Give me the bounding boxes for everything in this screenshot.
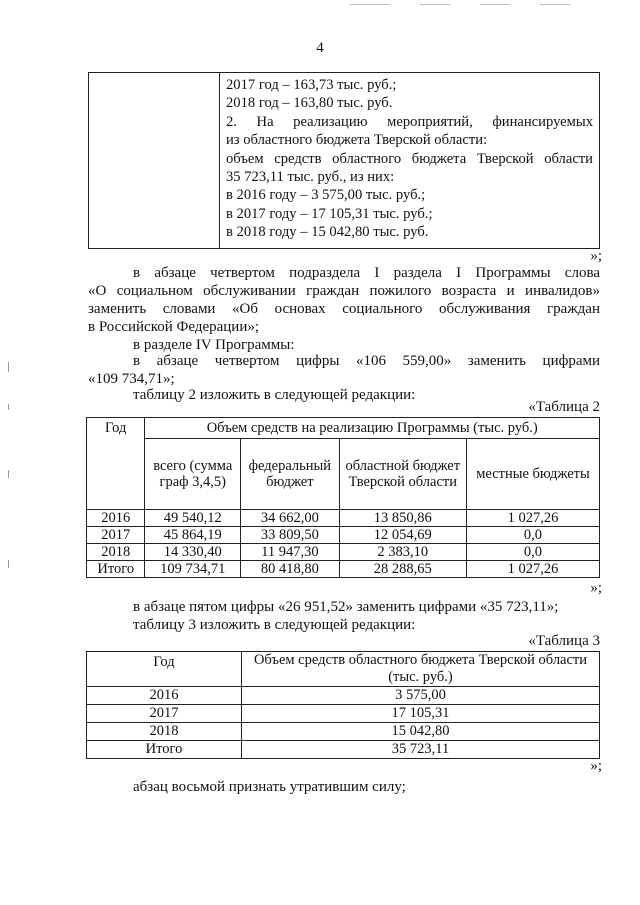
paragraph: в разделе IV Программы: xyxy=(133,337,295,353)
cell-regional: 28 288,65 xyxy=(339,561,466,578)
cell-amount: 3 575,00 xyxy=(242,687,600,705)
cell-federal: 80 418,80 xyxy=(241,561,340,578)
cell-federal: 34 662,00 xyxy=(241,510,340,527)
text-line: в 2018 году – 15 042,80 тыс. руб. xyxy=(226,224,429,241)
scan-artifact-line xyxy=(350,4,390,5)
table-row xyxy=(87,687,600,705)
scan-artifact-mark xyxy=(8,362,9,372)
header-total: всего (сумма граф 3,4,5) xyxy=(145,439,241,510)
scan-artifact-mark xyxy=(8,560,9,568)
text-line: 2017 год – 163,73 тыс. руб.; xyxy=(226,77,397,93)
header-year: Год xyxy=(87,418,145,510)
text-line: 35 723,11 тыс. руб., из них: xyxy=(226,169,395,186)
cell-regional: 13 850,86 xyxy=(339,510,466,527)
cell-year: 2018 xyxy=(87,544,145,561)
table3-label: «Таблица 3 xyxy=(528,633,600,649)
continuation-table xyxy=(88,72,600,249)
cell-federal: 11 947,30 xyxy=(241,544,340,561)
text-line: 2018 год – 163,80 тыс. руб. xyxy=(226,95,393,112)
text-line: в 2017 году – 17 105,31 тыс. руб.; xyxy=(226,205,433,222)
header-year: Год xyxy=(87,652,242,687)
header-federal: федеральный бюджет xyxy=(241,439,340,510)
text-line: из областного бюджета Тверской области: xyxy=(226,132,488,149)
header-group: Объем средств на реализацию Программы (тыс. руб.) xyxy=(145,418,600,439)
cell-regional: 2 383,10 xyxy=(339,544,466,561)
cell-total: 49 540,12 xyxy=(145,510,241,527)
cell-year: 2017 xyxy=(87,527,145,544)
cell-federal: 33 809,50 xyxy=(241,527,340,544)
closing-quote: »; xyxy=(590,248,602,264)
text-line: в 2016 году – 3 575,00 тыс. руб.; xyxy=(226,187,426,204)
cell-total: 109 734,71 xyxy=(145,561,241,578)
cell-amount: 15 042,80 xyxy=(242,723,600,741)
cell-year: Итого xyxy=(87,561,145,578)
table2-label: «Таблица 2 xyxy=(528,399,600,415)
header-local: местные бюджеты xyxy=(466,439,599,510)
paragraph: абзац восьмой признать утратившим силу; xyxy=(133,779,406,795)
cell-amount: 17 105,31 xyxy=(242,705,600,723)
table-row xyxy=(87,510,600,527)
table-row xyxy=(87,705,600,723)
header-regional: областной бюджет Тверской области xyxy=(339,439,466,510)
funding-text-cell xyxy=(220,73,600,249)
scan-artifact-mark xyxy=(8,404,9,410)
paragraph: таблицу 3 изложить в следующей редакции: xyxy=(133,617,416,633)
header-amount: Объем средств областного бюджета Тверской области (тыс. руб.) xyxy=(242,652,600,687)
cell-local: 1 027,26 xyxy=(466,561,599,578)
cell-year: 2016 xyxy=(87,687,242,705)
cell-year: 2016 xyxy=(87,510,145,527)
cell-total: 45 864,19 xyxy=(145,527,241,544)
cell-local: 1 027,26 xyxy=(466,510,599,527)
cell-local: 0,0 xyxy=(466,527,599,544)
scan-artifact-mark xyxy=(8,470,9,478)
scan-artifact-line xyxy=(420,4,450,5)
cell-year: 2018 xyxy=(87,723,242,741)
scan-artifact-line xyxy=(540,4,570,5)
paragraph-line: в абзаце четвертом цифры «106 559,00» заменить цифрами xyxy=(133,353,600,369)
table-row xyxy=(87,527,600,544)
paragraph-line: заменить словами «Об основах социального обслуживания граждан xyxy=(88,301,600,317)
empty-cell xyxy=(89,73,220,249)
table-2 xyxy=(86,417,600,578)
scan-artifact-line xyxy=(480,4,510,5)
cell-local: 0,0 xyxy=(466,544,599,561)
cell-year: Итого xyxy=(87,741,242,759)
cell-total: 14 330,40 xyxy=(145,544,241,561)
table-row xyxy=(87,544,600,561)
paragraph-line: «О социальном обслуживании граждан пожилого возраста и инвалидов» xyxy=(88,283,600,299)
paragraph-line: «109 734,71»; xyxy=(88,371,175,387)
table-3 xyxy=(86,651,600,759)
text-line: 2. На реализацию мероприятий, финансируемых xyxy=(226,113,593,130)
closing-quote: »; xyxy=(590,580,602,596)
closing-quote: »; xyxy=(590,758,602,774)
page-number: 4 xyxy=(316,40,324,56)
cell-regional: 12 054,69 xyxy=(339,527,466,544)
text-line: объем средств областного бюджета Тверской области xyxy=(226,150,593,167)
paragraph: таблицу 2 изложить в следующей редакции: xyxy=(133,387,416,403)
cell-year: 2017 xyxy=(87,705,242,723)
table-row-total xyxy=(87,561,600,578)
cell-amount: 35 723,11 xyxy=(242,741,600,759)
paragraph-line: в абзаце четвертом подраздела I раздела I Программы слова xyxy=(133,265,600,281)
table-row-total xyxy=(87,741,600,759)
paragraph: в абзаце пятом цифры «26 951,52» заменить цифрами «35 723,11»; xyxy=(133,599,559,615)
table-row xyxy=(87,723,600,741)
paragraph-line: в Российской Федерации»; xyxy=(88,319,260,335)
